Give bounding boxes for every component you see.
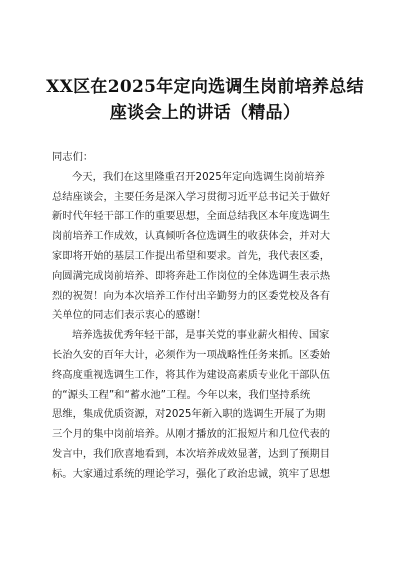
paragraph-line: 家即将开始的基层工作提出希望和要求。首先，我代表区委， [52,249,331,262]
paragraph-line: 岗前培养工作成效，认真倾听各位选调生的收获体会，并对大 [52,230,331,243]
paragraph-line: 培养选拔优秀年轻干部，是事关党的事业薪火相传、国家 [72,329,330,342]
document-title [40,74,370,126]
paragraph-2 [52,326,358,484]
paragraph-1 [52,168,358,326]
paragraph-line: 终高度重视选调生工作，将其作为建设高素质专业化干部队伍 [52,368,331,381]
paragraph-line: 发言中，我们欣喜地看到，本次培养成效显著，达到了预期目 [52,447,331,460]
paragraph-line: 新时代年轻干部工作的重要思想，全面总结我区本年度选调生 [52,210,331,223]
paragraph-line: 总结座谈会，主要任务是深入学习贯彻习近平总书记关于做好 [52,190,331,203]
paragraph-line: 今天，我们在这里隆重召开2025年定向选调生岗前培养 [72,170,325,183]
paragraph-line: 三个月的集中岗前培养。从刚才播放的汇报短片和几位代表的 [52,428,331,441]
document-body [52,148,358,485]
paragraph-line: 烈的祝贺！向为本次培养工作付出辛勤努力的区委党校及各有 [52,289,331,302]
paragraph-line: 的“源头工程”和“蓄水池”工程。今年以来，我们坚持系统 [52,388,311,401]
title-line-2: 座谈会上的讲话（精品） [109,103,301,123]
paragraph-line: 标。大家通过系统的理论学习，强化了政治忠诚，筑牢了思想 [52,467,331,480]
paragraph-line: 向圆满完成岗前培养、即将奔赴工作岗位的全体选调生表示热 [52,269,331,282]
paragraph-line: 关单位的同志们表示衷心的感谢！ [52,309,207,322]
paragraph-line: 思维，集成优质资源，对2025年新入职的选调生开展了为期 [52,408,326,421]
paragraph-line: 长治久安的百年大计，必须作为一项战略性任务来抓。区委始 [52,348,331,361]
salutation: 同志们： [52,151,94,163]
title-line-1: XX区在2025年定向选调生岗前培养总结 [46,77,364,97]
